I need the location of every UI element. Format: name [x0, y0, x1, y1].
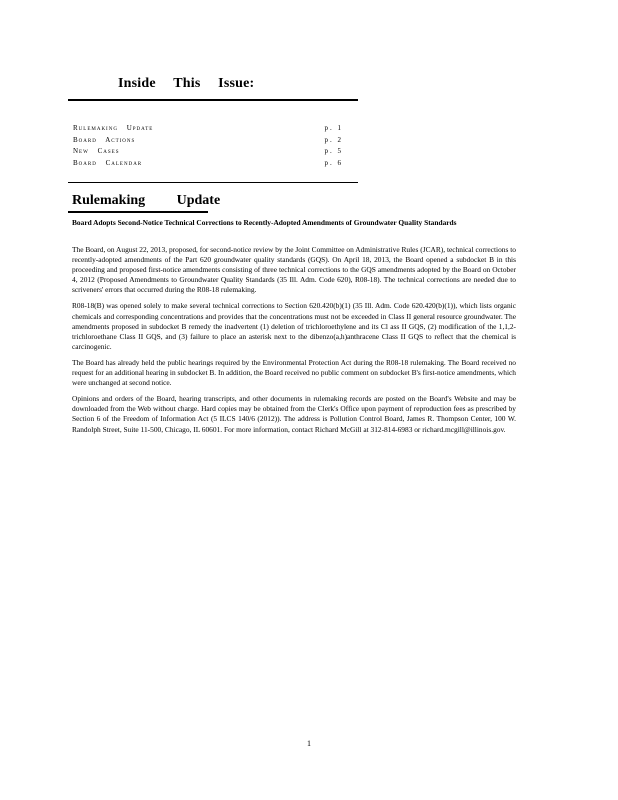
toc-item-page: p. 1: [324, 124, 343, 132]
toc-item-page: p. 5: [324, 147, 343, 155]
toc-item-page: p. 6: [324, 158, 343, 167]
toc-item-page: p. 2: [324, 135, 343, 144]
table-of-contents: [73, 123, 343, 169]
toc-item-label: Rulemaking Update: [73, 124, 154, 132]
article-paragraph: The Board, on August 22, 2013, proposed, for second-notice review by the Joint Committee on Administrative Rules (JCAR), technical corrections to recently-adopted amendments of the Part 620 groundwater quality standards (GQS). On April 18, 2013, the Board opened a subdocket B in this proceeding and proposed first-notice amendments consisting of three technical corrections to the GQS amendments adopted by the Board on October 4, 2012 (Proposed Amendments to Groundwater Quality Standards (35 Ill. Adm. Code 620), R08-18). The technical corrections are needed due to scriveners' errors that occurred during the R08-18 rulemaking.: [72, 245, 516, 295]
toc-item-label: Board Actions: [73, 135, 136, 144]
page-number: 1: [307, 739, 311, 748]
article-body: [72, 245, 516, 441]
article-paragraph: Opinions and orders of the Board, hearing transcripts, and other documents in rulemaking records are posted on the Board's Website and may be downloaded from the Web without charge. Hard copies may be obtained from the Clerk's Office upon payment of reproduction fees as prescribed by Section 6 of the Freedom of Information Act (5 ILCS 140/6 (2012)). The address is Pollution Control Board, James R. Thompson Center, 100 W. Randolph Street, Suite 11-500, Chicago, IL 60601. For more information, contact Richard McGill at 312-814-6983 or richard.mcgill@illinois.gov.: [72, 394, 516, 434]
inside-this-issue-heading: Inside This Issue:: [118, 76, 255, 91]
article-subheading: Board Adopts Second-Notice Technical Corrections to Recently-Adopted Amendments of Groundwater Quality Standards: [72, 218, 457, 227]
toc-item-new-cases[interactable]: [73, 146, 343, 158]
toc-divider: [68, 182, 358, 183]
article-paragraph: The Board has already held the public hearings required by the Environmental Protection Act during the R08-18 rulemaking. The Board received no request for an additional hearing in subdocket B. In addition, the Board received no public comment on subdocket B's first-notice amendments, which were unchanged at second notice.: [72, 357, 516, 388]
toc-item-board-calendar[interactable]: [73, 158, 343, 170]
section-rule: [68, 211, 208, 213]
toc-item-board-actions[interactable]: [73, 135, 343, 147]
toc-item-label: New Cases: [73, 147, 120, 155]
toc-item-rulemaking[interactable]: [73, 123, 343, 135]
article-paragraph: R08-18(B) was opened solely to make several technical corrections to Section 620.420(b)(1) (35 Ill. Adm. Code 620.420(b)(1)), which lists organic chemicals and corresponding concentrations and provides that the concentrations must not be exceeded in Class II general resource groundwater. The amendments proposed in subdocket B remedy the inadvertent (1) deletion of trichloroethylene and its Cl ass II GQS, (2) modification of the 1,1,2-trichloroethane Class II GQS, and (3) failure to place an asterisk next to the dibenzo(a,h)anthracene Class II GQS to reflect that the chemical is carcinogenic.: [72, 301, 516, 351]
toc-item-label: Board Calendar: [73, 158, 143, 167]
heading-rule: [68, 99, 358, 101]
section-title: Rulemaking Update: [72, 193, 221, 208]
